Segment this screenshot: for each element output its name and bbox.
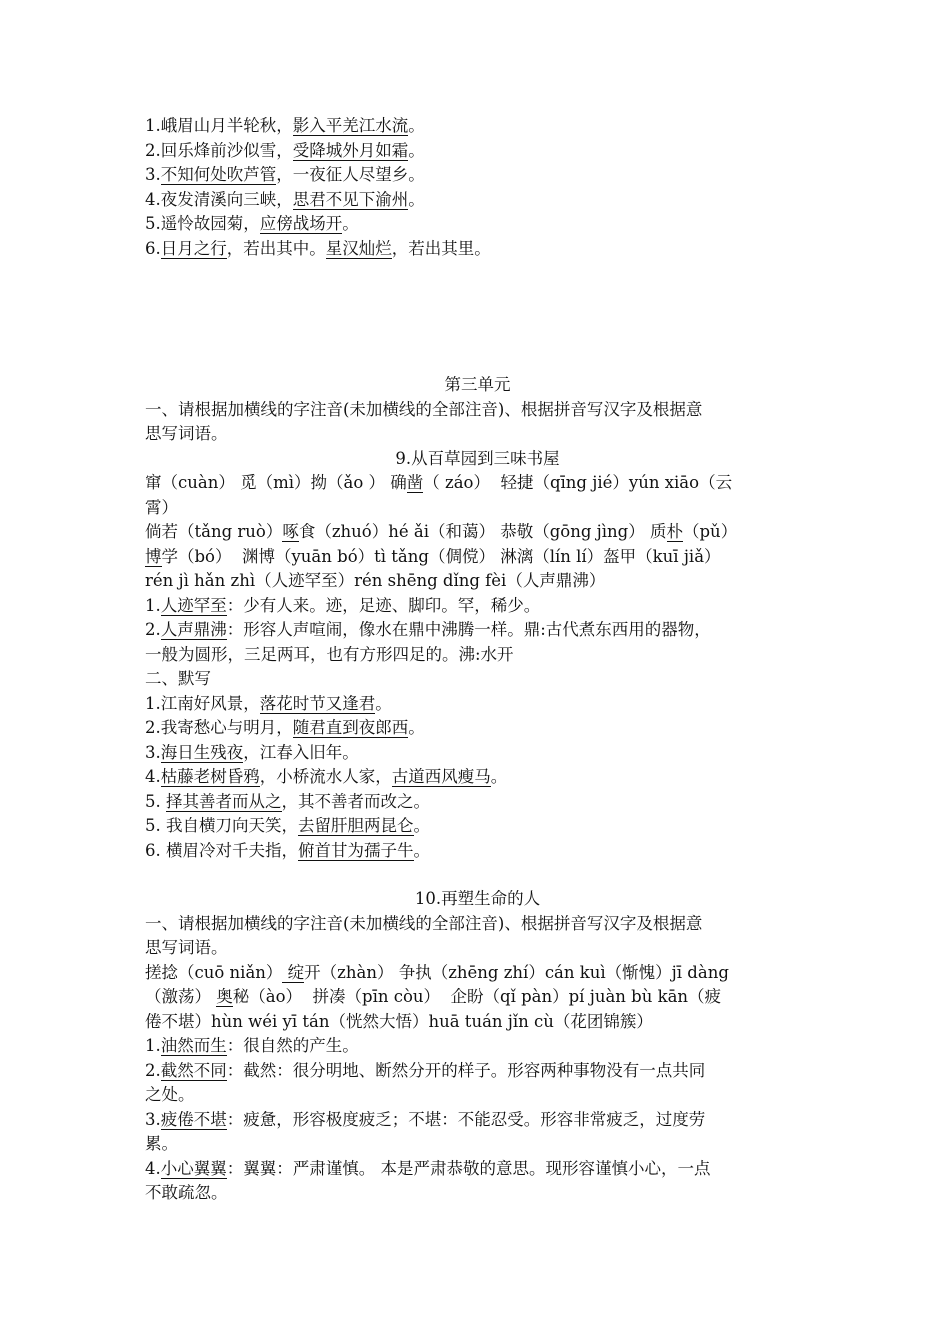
text-segment: （激荡） — [145, 987, 217, 1006]
underlined-answer: 星汉灿烂 — [325, 238, 392, 258]
text-segment: 6. 横眉冷对千夫指， — [145, 840, 298, 860]
text-segment: 。 — [342, 214, 359, 233]
text-line — [145, 839, 810, 864]
dictation-heading: 二、默写 — [145, 669, 211, 688]
text-segment: 2.我寄愁心与明月， — [145, 718, 293, 737]
underlined-answer: 截然不同 — [160, 1060, 227, 1080]
text-segment: ，若出其里。 — [391, 238, 491, 258]
text-line — [145, 692, 810, 717]
text-line — [145, 496, 810, 521]
text-line — [145, 790, 810, 815]
text-segment: 累。 — [145, 1134, 178, 1153]
text-line — [145, 139, 810, 164]
text-segment: 一般为圆形，三足两耳，也有方形四足的。沸:水开 — [145, 644, 514, 664]
text-line — [145, 618, 810, 643]
lesson10-body — [145, 961, 810, 1206]
text-segment: 。 — [413, 840, 430, 860]
underlined-answer: 随君直到夜郎西 — [292, 718, 409, 737]
underlined-answer: 不知何处吹芦管 — [160, 165, 277, 184]
lesson9-dictation — [145, 692, 810, 864]
text-segment: 之处。 — [145, 1085, 195, 1104]
text-segment: rén jì hǎn zhì（人迹罕至）rén shēng dǐng fèi（人声鼎沸） — [145, 571, 606, 590]
text-line — [145, 1181, 810, 1206]
underlined-answer: 奥 — [216, 987, 233, 1006]
text-segment: 窜（cuàn） 觅（mì）拗（ǎo ） 确 — [145, 473, 407, 492]
text-segment: 2. — [145, 620, 161, 639]
text-segment: 。 — [408, 116, 425, 135]
lesson10-title: 10.再塑生命的人 — [414, 889, 541, 908]
underlined-answer: 影入平羌江水流 — [292, 116, 409, 135]
text-line — [145, 1157, 810, 1182]
text-segment: 6. — [145, 238, 161, 258]
poems-top — [145, 114, 810, 261]
underlined-answer: 啄 — [282, 522, 299, 541]
text-segment: ：形容人声喧闹，像水在鼎中沸腾一样。鼎:古代煮东西用的器物， — [226, 620, 711, 639]
unit-instruction-line-2: 思写词语。 — [145, 424, 228, 443]
underlined-answer: 朴 — [666, 522, 683, 541]
text-segment: 食（zhuó）hé ǎi（和蔼） 恭敬（gōng jìng） 质 — [298, 522, 667, 541]
text-segment: 3. — [145, 165, 161, 184]
lesson10-instruction-line-1: 一、请根据加横线的字注音(未加横线的全部注音)、根据拼音写汉字及根据意 — [145, 913, 703, 933]
text-line — [145, 594, 810, 619]
text-segment: 。 — [490, 767, 508, 786]
text-line — [145, 1108, 810, 1133]
text-line — [145, 985, 810, 1010]
text-segment: 5.遥怜故园菊， — [145, 214, 260, 233]
text-line — [145, 520, 810, 545]
text-line — [145, 814, 810, 839]
text-segment: 4. — [145, 1158, 161, 1178]
underlined-answer: 俯首甘为孺子牛 — [298, 840, 414, 860]
text-segment: 倦不堪）hùn wéi yī tán（恍然大悟）huā tuán jǐn cù（花团锦簇） — [145, 1011, 653, 1031]
text-segment: 4. — [145, 767, 161, 786]
text-segment: （pǔ） — [683, 522, 738, 541]
text-segment: 。 — [408, 140, 425, 160]
underlined-answer: 博 — [145, 546, 162, 566]
text-segment: 5. — [145, 791, 166, 811]
text-segment: 。 — [413, 816, 430, 835]
underlined-answer: 去留肝胆两昆仑 — [298, 816, 414, 835]
lesson10-instruction-line-2: 思写词语。 — [145, 938, 228, 957]
text-line — [145, 1010, 810, 1035]
text-segment: 1.江南好风景， — [145, 693, 260, 713]
underlined-answer: 油然而生 — [160, 1036, 227, 1055]
text-segment: ，小桥流水人家， — [259, 767, 392, 786]
text-segment: ，若出其中。 — [226, 238, 326, 258]
text-line — [145, 741, 810, 766]
text-segment: 秘（ào） 拼凑（pīn còu） 企盼（qǐ pàn）pí juàn bù kān（疲 — [232, 987, 722, 1006]
underlined-answer: 思君不见下渝州 — [292, 189, 409, 209]
text-segment: 4.夜发清溪向三峡， — [145, 189, 293, 209]
text-segment: ：很自然的产生。 — [226, 1036, 359, 1055]
underlined-answer: 凿 — [406, 473, 424, 492]
underlined-answer: 人迹罕至 — [160, 595, 227, 615]
text-line — [145, 114, 810, 139]
underlined-answer: 枯藤老树昏鸦 — [160, 767, 260, 786]
text-segment: ：翼翼：严肃谨慎。 本是严肃恭敬的意思。现形容谨慎小心，一点 — [226, 1158, 711, 1178]
document-page — [145, 114, 810, 1206]
underlined-answer: 海日生残夜 — [160, 742, 244, 762]
text-segment: 霄） — [145, 497, 178, 517]
underlined-answer: 古道西风瘦马 — [391, 767, 491, 786]
text-segment: 2.回乐烽前沙似雪， — [145, 140, 293, 160]
text-segment: 3. — [145, 1109, 161, 1129]
text-segment: （ záo） 轻捷（qīng jié）yún xiāo（云 — [423, 473, 733, 492]
underlined-answer: 小心翼翼 — [160, 1158, 227, 1178]
text-line — [145, 1034, 810, 1059]
text-line — [145, 569, 810, 594]
text-segment: ，其不善者而改之。 — [281, 791, 430, 811]
unit-instruction-line-1: 一、请根据加横线的字注音(未加横线的全部注音)、根据拼音写汉字及根据意 — [145, 399, 703, 419]
text-segment: ：少有人来。迹，足迹、脚印。罕，稀少。 — [226, 595, 541, 615]
text-segment: 3. — [145, 742, 161, 762]
text-segment: 学（bó） 渊博（yuān bó）tì tǎng（倜傥） 淋漓（lín lí）盔甲（kuī jiǎ） — [161, 546, 721, 566]
text-line — [145, 961, 810, 986]
text-segment: ：疲惫，形容极度疲乏；不堪：不能忍受。形容非常疲乏，过度劳 — [226, 1109, 706, 1129]
text-segment: ，一夜征人尽望乡。 — [276, 165, 425, 184]
text-line — [145, 471, 810, 496]
text-line — [145, 212, 810, 237]
text-segment: 1. — [145, 595, 161, 615]
underlined-answer: 疲倦不堪 — [160, 1109, 227, 1129]
underlined-answer: 受降城外月如霜 — [292, 140, 409, 160]
text-segment: ，江春入旧年。 — [243, 742, 359, 762]
text-segment: ：截然：很分明地、断然分开的样子。形容两种事物没有一点共同 — [226, 1060, 706, 1080]
underlined-answer: 绽 — [282, 962, 305, 982]
underlined-answer: 应傍战场开 — [259, 214, 343, 233]
text-line — [145, 188, 810, 213]
text-segment: 。 — [408, 189, 425, 209]
text-segment: 5. 我自横刀向天笑， — [145, 816, 298, 835]
lesson9-title: 9.从百草园到三味书屋 — [395, 448, 560, 468]
text-segment: 。 — [375, 693, 392, 713]
underlined-answer: 人声鼎沸 — [160, 620, 227, 639]
text-line — [145, 765, 810, 790]
underlined-answer: 落花时节又逢君 — [259, 693, 376, 713]
text-segment: 1. — [145, 1036, 161, 1055]
text-segment: 2. — [145, 1060, 161, 1080]
text-segment: 搓捻（cuō niǎn） — [145, 962, 283, 982]
text-segment: 1.峨眉山月半轮秋， — [145, 116, 293, 135]
text-line — [145, 1059, 810, 1084]
underlined-answer: 日月之行 — [160, 238, 227, 258]
text-line — [145, 716, 810, 741]
text-line — [145, 1132, 810, 1157]
text-line — [145, 545, 810, 570]
underlined-answer: 择其善者而从之 — [166, 791, 282, 811]
text-segment: 倘若（tǎng ruò） — [145, 522, 283, 541]
lesson9-vocab — [145, 471, 810, 667]
text-line — [145, 1083, 810, 1108]
unit-title: 第三单元 — [444, 375, 511, 394]
text-line — [145, 643, 810, 668]
text-line — [145, 163, 810, 188]
text-segment: 不敢疏忽。 — [145, 1183, 228, 1202]
text-segment: 。 — [408, 718, 425, 737]
text-segment: 开（zhàn） 争执（zhēng zhí）cán kuì（惭愧）jī dàng — [304, 962, 729, 982]
text-line — [145, 237, 810, 262]
